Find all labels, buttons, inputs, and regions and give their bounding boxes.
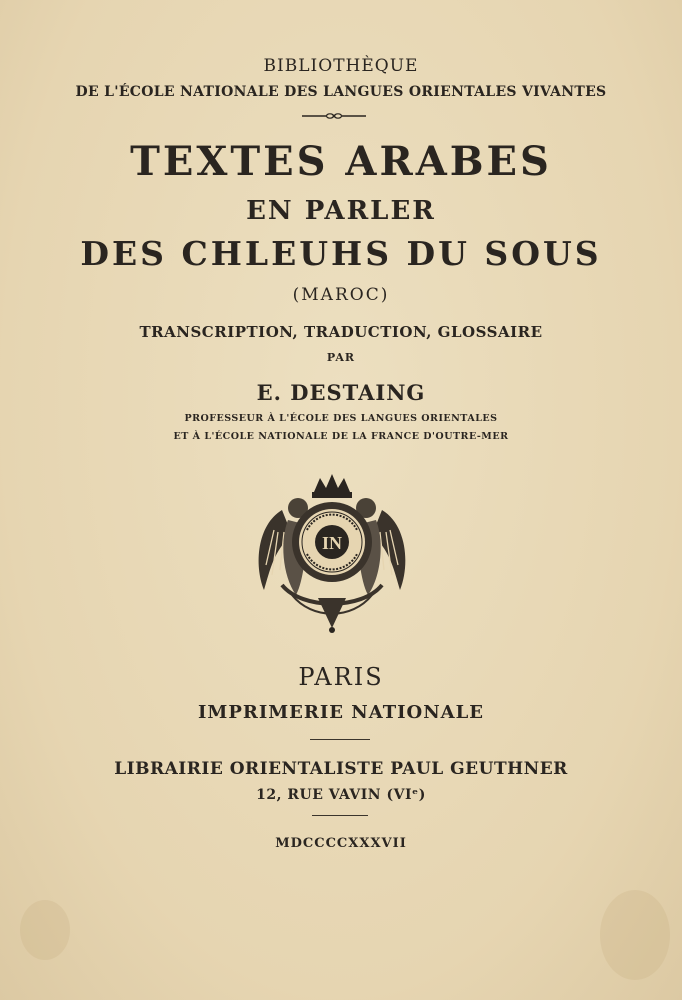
publication-date: MDCCCCXXXVII bbox=[275, 836, 407, 851]
author-affiliation-1: PROFESSEUR À L'ÉCOLE DES LANGUES ORIENTALES bbox=[184, 413, 498, 424]
paper-stain bbox=[600, 890, 670, 980]
book-title-line-1: TEXTES ARABES bbox=[130, 138, 552, 185]
author-affiliation-2: ET À L'ÉCOLE NATIONALE DE LA FRANCE D'OUTRE-MER bbox=[173, 431, 509, 442]
book-title-line-3: DES CHLEUHS DU SOUS bbox=[80, 234, 602, 273]
book-title-region: (MAROC) bbox=[292, 285, 390, 305]
ornament-divider-icon bbox=[300, 111, 368, 121]
book-title-line-2: EN PARLER bbox=[246, 196, 436, 226]
series-name: BIBLIOTHÈQUE bbox=[263, 56, 419, 76]
by-label: PAR bbox=[326, 351, 356, 364]
divider-rule bbox=[310, 739, 370, 740]
publisher-city: PARIS bbox=[298, 663, 384, 691]
bookseller-name: LIBRAIRIE ORIENTALISTE PAUL GEUTHNER bbox=[114, 759, 568, 779]
bookseller-address: 12, RUE VAVIN (VIᵉ) bbox=[256, 787, 426, 803]
divider-rule bbox=[312, 815, 368, 816]
printer-name: IMPRIMERIE NATIONALE bbox=[198, 702, 484, 723]
emblem-monogram: IN bbox=[321, 533, 343, 553]
imprimerie-nationale-emblem-icon bbox=[252, 470, 412, 635]
author-name: E. DESTAING bbox=[256, 380, 426, 405]
book-subtitle: TRANSCRIPTION, TRADUCTION, GLOSSAIRE bbox=[139, 323, 543, 341]
series-institution: DE L'ÉCOLE NATIONALE DES LANGUES ORIENTALES VIVANTES bbox=[75, 84, 607, 100]
paper-stain bbox=[20, 900, 70, 960]
